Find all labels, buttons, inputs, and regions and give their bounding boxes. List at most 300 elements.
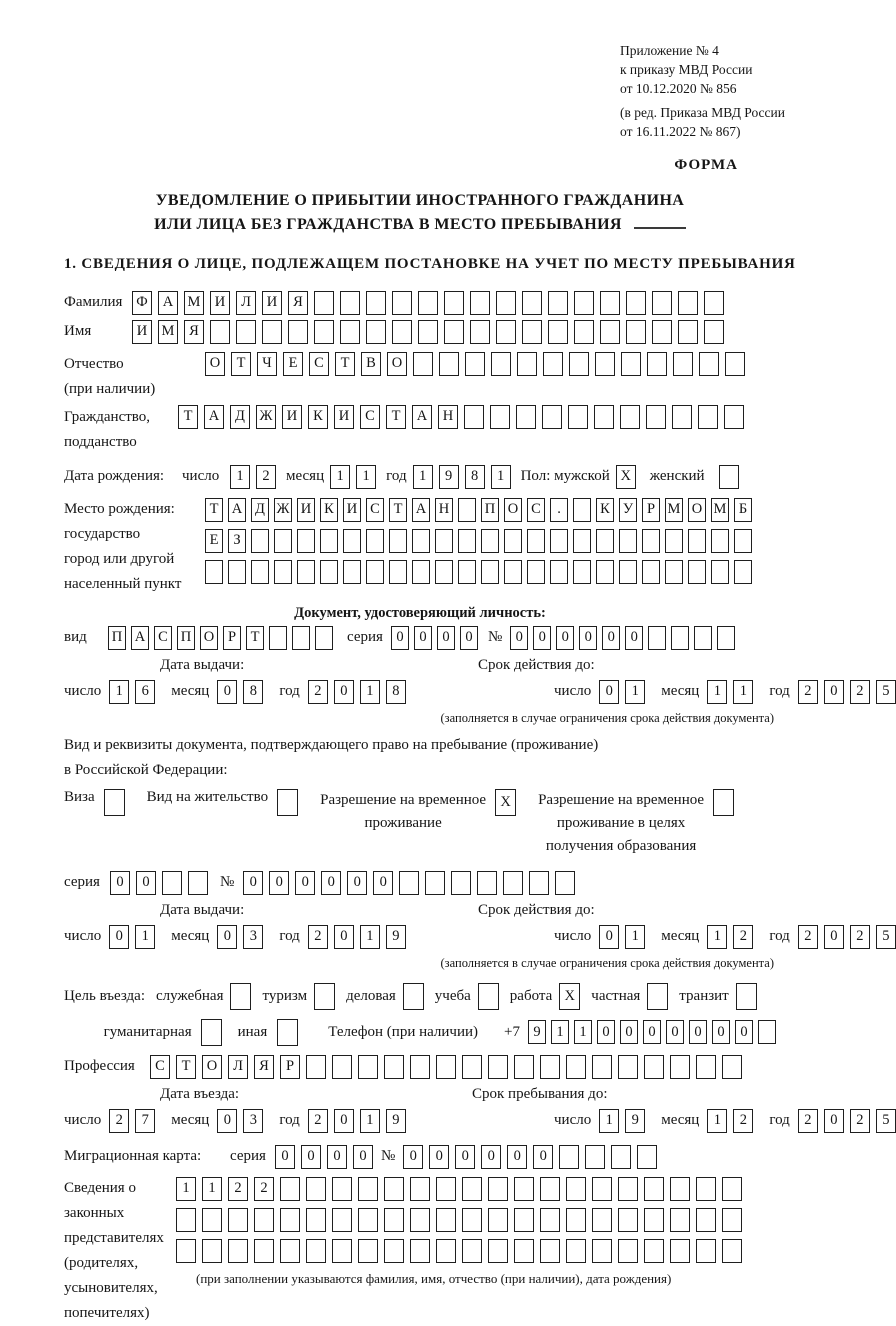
char-cell[interactable] — [543, 352, 563, 376]
char-cell[interactable] — [332, 1239, 352, 1263]
char-cell[interactable] — [594, 405, 614, 429]
checkbox-temp-residence[interactable]: X — [495, 789, 516, 816]
char-cell[interactable]: 0 — [217, 1109, 237, 1133]
char-cell[interactable]: 1 — [625, 925, 645, 949]
char-cell[interactable] — [228, 1208, 248, 1232]
char-cell[interactable] — [559, 1145, 579, 1169]
char-cell[interactable]: 1 — [360, 680, 380, 704]
char-cell[interactable] — [619, 560, 637, 584]
char-cell[interactable] — [548, 320, 568, 344]
char-cell[interactable] — [314, 320, 334, 344]
char-cell[interactable] — [621, 352, 641, 376]
char-cell[interactable]: 0 — [347, 871, 367, 895]
char-cell[interactable] — [262, 320, 282, 344]
char-cell[interactable] — [410, 1055, 430, 1079]
char-cell[interactable] — [671, 626, 689, 650]
char-cell[interactable] — [540, 1208, 560, 1232]
char-cell[interactable]: П — [177, 626, 195, 650]
char-cell[interactable] — [618, 1208, 638, 1232]
checkbox-ucheba[interactable] — [478, 983, 499, 1010]
char-cell[interactable]: П — [108, 626, 126, 650]
char-cell[interactable]: 3 — [243, 1109, 263, 1133]
char-cell[interactable] — [320, 529, 338, 553]
char-cell[interactable]: А — [131, 626, 149, 650]
char-cell[interactable] — [626, 320, 646, 344]
char-cell[interactable]: М — [665, 498, 683, 522]
char-cell[interactable] — [410, 1239, 430, 1263]
char-cell[interactable]: 1 — [135, 925, 155, 949]
char-cell[interactable] — [496, 320, 516, 344]
char-cell[interactable]: 1 — [707, 925, 727, 949]
char-cell[interactable]: 1 — [360, 925, 380, 949]
char-cell[interactable] — [696, 1177, 716, 1201]
char-cell[interactable] — [384, 1208, 404, 1232]
char-cell[interactable] — [595, 352, 615, 376]
char-cell[interactable] — [188, 871, 208, 895]
char-cell[interactable]: 9 — [386, 925, 406, 949]
char-cell[interactable]: У — [619, 498, 637, 522]
char-cell[interactable] — [392, 320, 412, 344]
checkbox-residence-permit[interactable] — [277, 789, 298, 816]
char-cell[interactable] — [514, 1177, 534, 1201]
char-cell[interactable]: О — [202, 1055, 222, 1079]
char-cell[interactable]: Т — [386, 405, 406, 429]
char-cell[interactable] — [274, 560, 292, 584]
char-cell[interactable] — [340, 320, 360, 344]
char-cell[interactable] — [251, 560, 269, 584]
char-cell[interactable]: 2 — [798, 925, 818, 949]
char-cell[interactable] — [412, 560, 430, 584]
char-cell[interactable] — [491, 352, 511, 376]
char-cell[interactable] — [516, 405, 536, 429]
char-cell[interactable] — [332, 1177, 352, 1201]
char-cell[interactable]: . — [550, 498, 568, 522]
char-cell[interactable]: 1 — [625, 680, 645, 704]
char-cell[interactable] — [527, 560, 545, 584]
char-cell[interactable] — [574, 320, 594, 344]
char-cell[interactable] — [592, 1055, 612, 1079]
char-cell[interactable] — [644, 1208, 664, 1232]
char-cell[interactable] — [517, 352, 537, 376]
char-cell[interactable]: Т — [178, 405, 198, 429]
char-cell[interactable]: И — [132, 320, 152, 344]
char-cell[interactable] — [488, 1208, 508, 1232]
checkbox-male[interactable]: X — [616, 465, 636, 489]
char-cell[interactable]: 0 — [243, 871, 263, 895]
char-cell[interactable] — [514, 1055, 534, 1079]
char-cell[interactable]: 0 — [334, 1109, 354, 1133]
char-cell[interactable]: Т — [335, 352, 355, 376]
char-cell[interactable] — [410, 1177, 430, 1201]
char-cell[interactable]: 0 — [643, 1020, 661, 1044]
char-cell[interactable]: 0 — [599, 925, 619, 949]
char-cell[interactable]: 0 — [481, 1145, 501, 1169]
char-cell[interactable] — [673, 352, 693, 376]
checkbox-inaya[interactable] — [277, 1019, 298, 1046]
char-cell[interactable] — [722, 1177, 742, 1201]
char-cell[interactable] — [280, 1239, 300, 1263]
char-cell[interactable] — [306, 1055, 326, 1079]
char-cell[interactable] — [529, 871, 549, 895]
char-cell[interactable]: И — [210, 291, 230, 315]
char-cell[interactable]: 0 — [533, 1145, 553, 1169]
char-cell[interactable] — [297, 529, 315, 553]
char-cell[interactable] — [642, 529, 660, 553]
char-cell[interactable]: О — [387, 352, 407, 376]
char-cell[interactable] — [688, 529, 706, 553]
char-cell[interactable]: К — [320, 498, 338, 522]
char-cell[interactable] — [366, 560, 384, 584]
char-cell[interactable]: 0 — [824, 925, 844, 949]
char-cell[interactable]: Е — [205, 529, 223, 553]
char-cell[interactable] — [550, 560, 568, 584]
char-cell[interactable]: Е — [283, 352, 303, 376]
char-cell[interactable] — [596, 560, 614, 584]
char-cell[interactable]: 0 — [712, 1020, 730, 1044]
char-cell[interactable]: 2 — [798, 1109, 818, 1133]
char-cell[interactable] — [670, 1177, 690, 1201]
char-cell[interactable] — [620, 405, 640, 429]
char-cell[interactable]: 1 — [356, 465, 376, 489]
char-cell[interactable]: Т — [205, 498, 223, 522]
char-cell[interactable] — [619, 529, 637, 553]
char-cell[interactable]: 0 — [414, 626, 432, 650]
char-cell[interactable]: Я — [184, 320, 204, 344]
char-cell[interactable]: И — [297, 498, 315, 522]
char-cell[interactable]: 2 — [733, 1109, 753, 1133]
char-cell[interactable] — [722, 1208, 742, 1232]
char-cell[interactable] — [274, 529, 292, 553]
checkbox-tranzit[interactable] — [736, 983, 757, 1010]
char-cell[interactable] — [269, 626, 287, 650]
char-cell[interactable] — [670, 1055, 690, 1079]
char-cell[interactable] — [758, 1020, 776, 1044]
char-cell[interactable]: 0 — [824, 1109, 844, 1133]
char-cell[interactable]: Т — [246, 626, 264, 650]
char-cell[interactable] — [717, 626, 735, 650]
char-cell[interactable] — [600, 320, 620, 344]
char-cell[interactable] — [280, 1208, 300, 1232]
char-cell[interactable]: 0 — [625, 626, 643, 650]
char-cell[interactable] — [696, 1208, 716, 1232]
checkbox-rabota[interactable]: X — [559, 983, 580, 1010]
char-cell[interactable] — [504, 529, 522, 553]
char-cell[interactable] — [332, 1208, 352, 1232]
char-cell[interactable]: 0 — [353, 1145, 373, 1169]
char-cell[interactable]: З — [228, 529, 246, 553]
char-cell[interactable] — [436, 1055, 456, 1079]
char-cell[interactable]: О — [504, 498, 522, 522]
char-cell[interactable] — [527, 529, 545, 553]
char-cell[interactable] — [626, 291, 646, 315]
char-cell[interactable]: Я — [288, 291, 308, 315]
char-cell[interactable] — [332, 1055, 352, 1079]
char-cell[interactable] — [358, 1208, 378, 1232]
char-cell[interactable] — [699, 352, 719, 376]
char-cell[interactable]: С — [366, 498, 384, 522]
char-cell[interactable] — [202, 1208, 222, 1232]
char-cell[interactable]: Р — [223, 626, 241, 650]
char-cell[interactable] — [228, 1239, 248, 1263]
char-cell[interactable]: 2 — [308, 1109, 328, 1133]
char-cell[interactable] — [672, 405, 692, 429]
char-cell[interactable]: 1 — [551, 1020, 569, 1044]
char-cell[interactable] — [711, 529, 729, 553]
char-cell[interactable]: А — [158, 291, 178, 315]
char-cell[interactable]: 7 — [135, 1109, 155, 1133]
char-cell[interactable] — [465, 352, 485, 376]
char-cell[interactable]: Р — [642, 498, 660, 522]
char-cell[interactable] — [462, 1208, 482, 1232]
checkbox-turizm[interactable] — [314, 983, 335, 1010]
char-cell[interactable]: Н — [435, 498, 453, 522]
char-cell[interactable]: А — [204, 405, 224, 429]
char-cell[interactable] — [176, 1239, 196, 1263]
char-cell[interactable]: Д — [251, 498, 269, 522]
char-cell[interactable]: 9 — [528, 1020, 546, 1044]
char-cell[interactable] — [496, 291, 516, 315]
char-cell[interactable]: 0 — [556, 626, 574, 650]
char-cell[interactable] — [366, 529, 384, 553]
char-cell[interactable]: 5 — [876, 925, 896, 949]
char-cell[interactable]: 0 — [391, 626, 409, 650]
char-cell[interactable]: Ж — [256, 405, 276, 429]
char-cell[interactable] — [694, 626, 712, 650]
char-cell[interactable] — [555, 871, 575, 895]
char-cell[interactable] — [618, 1239, 638, 1263]
checkbox-chastnaya[interactable] — [647, 983, 668, 1010]
char-cell[interactable] — [462, 1177, 482, 1201]
char-cell[interactable]: К — [308, 405, 328, 429]
char-cell[interactable]: Р — [280, 1055, 300, 1079]
char-cell[interactable]: С — [309, 352, 329, 376]
char-cell[interactable]: О — [200, 626, 218, 650]
char-cell[interactable]: 0 — [275, 1145, 295, 1169]
char-cell[interactable] — [210, 320, 230, 344]
char-cell[interactable] — [254, 1208, 274, 1232]
char-cell[interactable] — [236, 320, 256, 344]
char-cell[interactable]: 0 — [620, 1020, 638, 1044]
char-cell[interactable]: 0 — [510, 626, 528, 650]
char-cell[interactable]: 1 — [202, 1177, 222, 1201]
char-cell[interactable]: Т — [389, 498, 407, 522]
char-cell[interactable]: 1 — [330, 465, 350, 489]
checkbox-delovaya[interactable] — [403, 983, 424, 1010]
char-cell[interactable]: 0 — [824, 680, 844, 704]
char-cell[interactable]: 5 — [876, 1109, 896, 1133]
char-cell[interactable] — [458, 529, 476, 553]
char-cell[interactable] — [504, 560, 522, 584]
char-cell[interactable] — [540, 1055, 560, 1079]
char-cell[interactable] — [670, 1208, 690, 1232]
char-cell[interactable]: 2 — [254, 1177, 274, 1201]
char-cell[interactable]: 1 — [176, 1177, 196, 1201]
char-cell[interactable] — [698, 405, 718, 429]
char-cell[interactable] — [176, 1208, 196, 1232]
char-cell[interactable] — [568, 405, 588, 429]
char-cell[interactable] — [665, 529, 683, 553]
char-cell[interactable] — [678, 320, 698, 344]
char-cell[interactable]: 0 — [689, 1020, 707, 1044]
char-cell[interactable]: Л — [228, 1055, 248, 1079]
char-cell[interactable]: 0 — [109, 925, 129, 949]
char-cell[interactable] — [618, 1177, 638, 1201]
char-cell[interactable] — [464, 405, 484, 429]
char-cell[interactable] — [488, 1177, 508, 1201]
char-cell[interactable] — [648, 626, 666, 650]
char-cell[interactable]: 2 — [850, 1109, 870, 1133]
char-cell[interactable]: 8 — [243, 680, 263, 704]
char-cell[interactable] — [288, 320, 308, 344]
char-cell[interactable]: Ф — [132, 291, 152, 315]
checkbox-female[interactable] — [719, 465, 739, 489]
char-cell[interactable] — [470, 291, 490, 315]
char-cell[interactable]: Н — [438, 405, 458, 429]
char-cell[interactable]: 1 — [230, 465, 250, 489]
char-cell[interactable]: 0 — [136, 871, 156, 895]
char-cell[interactable]: 1 — [574, 1020, 592, 1044]
char-cell[interactable]: 9 — [625, 1109, 645, 1133]
char-cell[interactable] — [470, 320, 490, 344]
char-cell[interactable] — [425, 871, 445, 895]
char-cell[interactable]: И — [334, 405, 354, 429]
char-cell[interactable]: 0 — [334, 680, 354, 704]
char-cell[interactable] — [320, 560, 338, 584]
char-cell[interactable] — [451, 871, 471, 895]
char-cell[interactable] — [435, 529, 453, 553]
char-cell[interactable] — [462, 1239, 482, 1263]
char-cell[interactable] — [389, 560, 407, 584]
char-cell[interactable]: П — [481, 498, 499, 522]
char-cell[interactable] — [358, 1055, 378, 1079]
char-cell[interactable]: 3 — [243, 925, 263, 949]
char-cell[interactable] — [688, 560, 706, 584]
char-cell[interactable]: 0 — [455, 1145, 475, 1169]
char-cell[interactable] — [592, 1177, 612, 1201]
char-cell[interactable] — [412, 529, 430, 553]
char-cell[interactable]: 0 — [460, 626, 478, 650]
char-cell[interactable]: С — [527, 498, 545, 522]
char-cell[interactable]: 1 — [109, 680, 129, 704]
char-cell[interactable] — [366, 291, 386, 315]
char-cell[interactable]: 2 — [798, 680, 818, 704]
char-cell[interactable] — [665, 560, 683, 584]
char-cell[interactable]: 1 — [413, 465, 433, 489]
char-cell[interactable] — [637, 1145, 657, 1169]
char-cell[interactable] — [410, 1208, 430, 1232]
char-cell[interactable] — [306, 1208, 326, 1232]
char-cell[interactable]: 9 — [439, 465, 459, 489]
char-cell[interactable]: Т — [231, 352, 251, 376]
char-cell[interactable]: И — [282, 405, 302, 429]
char-cell[interactable] — [600, 291, 620, 315]
char-cell[interactable] — [592, 1239, 612, 1263]
char-cell[interactable] — [481, 529, 499, 553]
char-cell[interactable] — [251, 529, 269, 553]
char-cell[interactable] — [696, 1239, 716, 1263]
checkbox-visa[interactable] — [104, 789, 125, 816]
char-cell[interactable] — [569, 352, 589, 376]
char-cell[interactable]: С — [154, 626, 172, 650]
char-cell[interactable] — [384, 1177, 404, 1201]
char-cell[interactable]: 0 — [602, 626, 620, 650]
char-cell[interactable] — [704, 291, 724, 315]
char-cell[interactable]: 5 — [876, 680, 896, 704]
char-cell[interactable] — [573, 498, 591, 522]
char-cell[interactable] — [540, 1177, 560, 1201]
char-cell[interactable] — [566, 1239, 586, 1263]
char-cell[interactable] — [306, 1177, 326, 1201]
char-cell[interactable]: 0 — [301, 1145, 321, 1169]
char-cell[interactable]: 2 — [109, 1109, 129, 1133]
char-cell[interactable]: И — [343, 498, 361, 522]
char-cell[interactable]: 1 — [491, 465, 511, 489]
char-cell[interactable] — [573, 560, 591, 584]
char-cell[interactable] — [734, 529, 752, 553]
char-cell[interactable]: 2 — [850, 680, 870, 704]
char-cell[interactable] — [458, 498, 476, 522]
char-cell[interactable] — [418, 320, 438, 344]
char-cell[interactable] — [436, 1177, 456, 1201]
char-cell[interactable] — [340, 291, 360, 315]
char-cell[interactable] — [462, 1055, 482, 1079]
char-cell[interactable]: Я — [254, 1055, 274, 1079]
char-cell[interactable] — [611, 1145, 631, 1169]
checkbox-temp-residence-edu[interactable] — [713, 789, 734, 816]
char-cell[interactable] — [392, 291, 412, 315]
char-cell[interactable]: А — [412, 405, 432, 429]
char-cell[interactable]: 2 — [308, 925, 328, 949]
char-cell[interactable] — [477, 871, 497, 895]
char-cell[interactable] — [585, 1145, 605, 1169]
char-cell[interactable] — [566, 1208, 586, 1232]
char-cell[interactable] — [436, 1239, 456, 1263]
char-cell[interactable]: М — [184, 291, 204, 315]
char-cell[interactable] — [704, 320, 724, 344]
char-cell[interactable]: Б — [734, 498, 752, 522]
char-cell[interactable] — [202, 1239, 222, 1263]
char-cell[interactable]: О — [688, 498, 706, 522]
char-cell[interactable]: 0 — [533, 626, 551, 650]
char-cell[interactable]: С — [360, 405, 380, 429]
char-cell[interactable] — [444, 291, 464, 315]
char-cell[interactable] — [734, 560, 752, 584]
char-cell[interactable]: Д — [230, 405, 250, 429]
char-cell[interactable] — [550, 529, 568, 553]
char-cell[interactable] — [343, 560, 361, 584]
char-cell[interactable]: 1 — [599, 1109, 619, 1133]
char-cell[interactable] — [696, 1055, 716, 1079]
char-cell[interactable] — [566, 1177, 586, 1201]
char-cell[interactable]: А — [228, 498, 246, 522]
char-cell[interactable] — [439, 352, 459, 376]
char-cell[interactable] — [646, 405, 666, 429]
char-cell[interactable]: Л — [236, 291, 256, 315]
char-cell[interactable] — [314, 291, 334, 315]
char-cell[interactable] — [162, 871, 182, 895]
char-cell[interactable] — [488, 1239, 508, 1263]
char-cell[interactable] — [280, 1177, 300, 1201]
char-cell[interactable]: М — [711, 498, 729, 522]
char-cell[interactable]: К — [596, 498, 614, 522]
char-cell[interactable]: 0 — [217, 925, 237, 949]
char-cell[interactable]: 9 — [386, 1109, 406, 1133]
char-cell[interactable] — [670, 1239, 690, 1263]
char-cell[interactable] — [542, 405, 562, 429]
char-cell[interactable]: 0 — [217, 680, 237, 704]
char-cell[interactable] — [522, 320, 542, 344]
char-cell[interactable] — [254, 1239, 274, 1263]
